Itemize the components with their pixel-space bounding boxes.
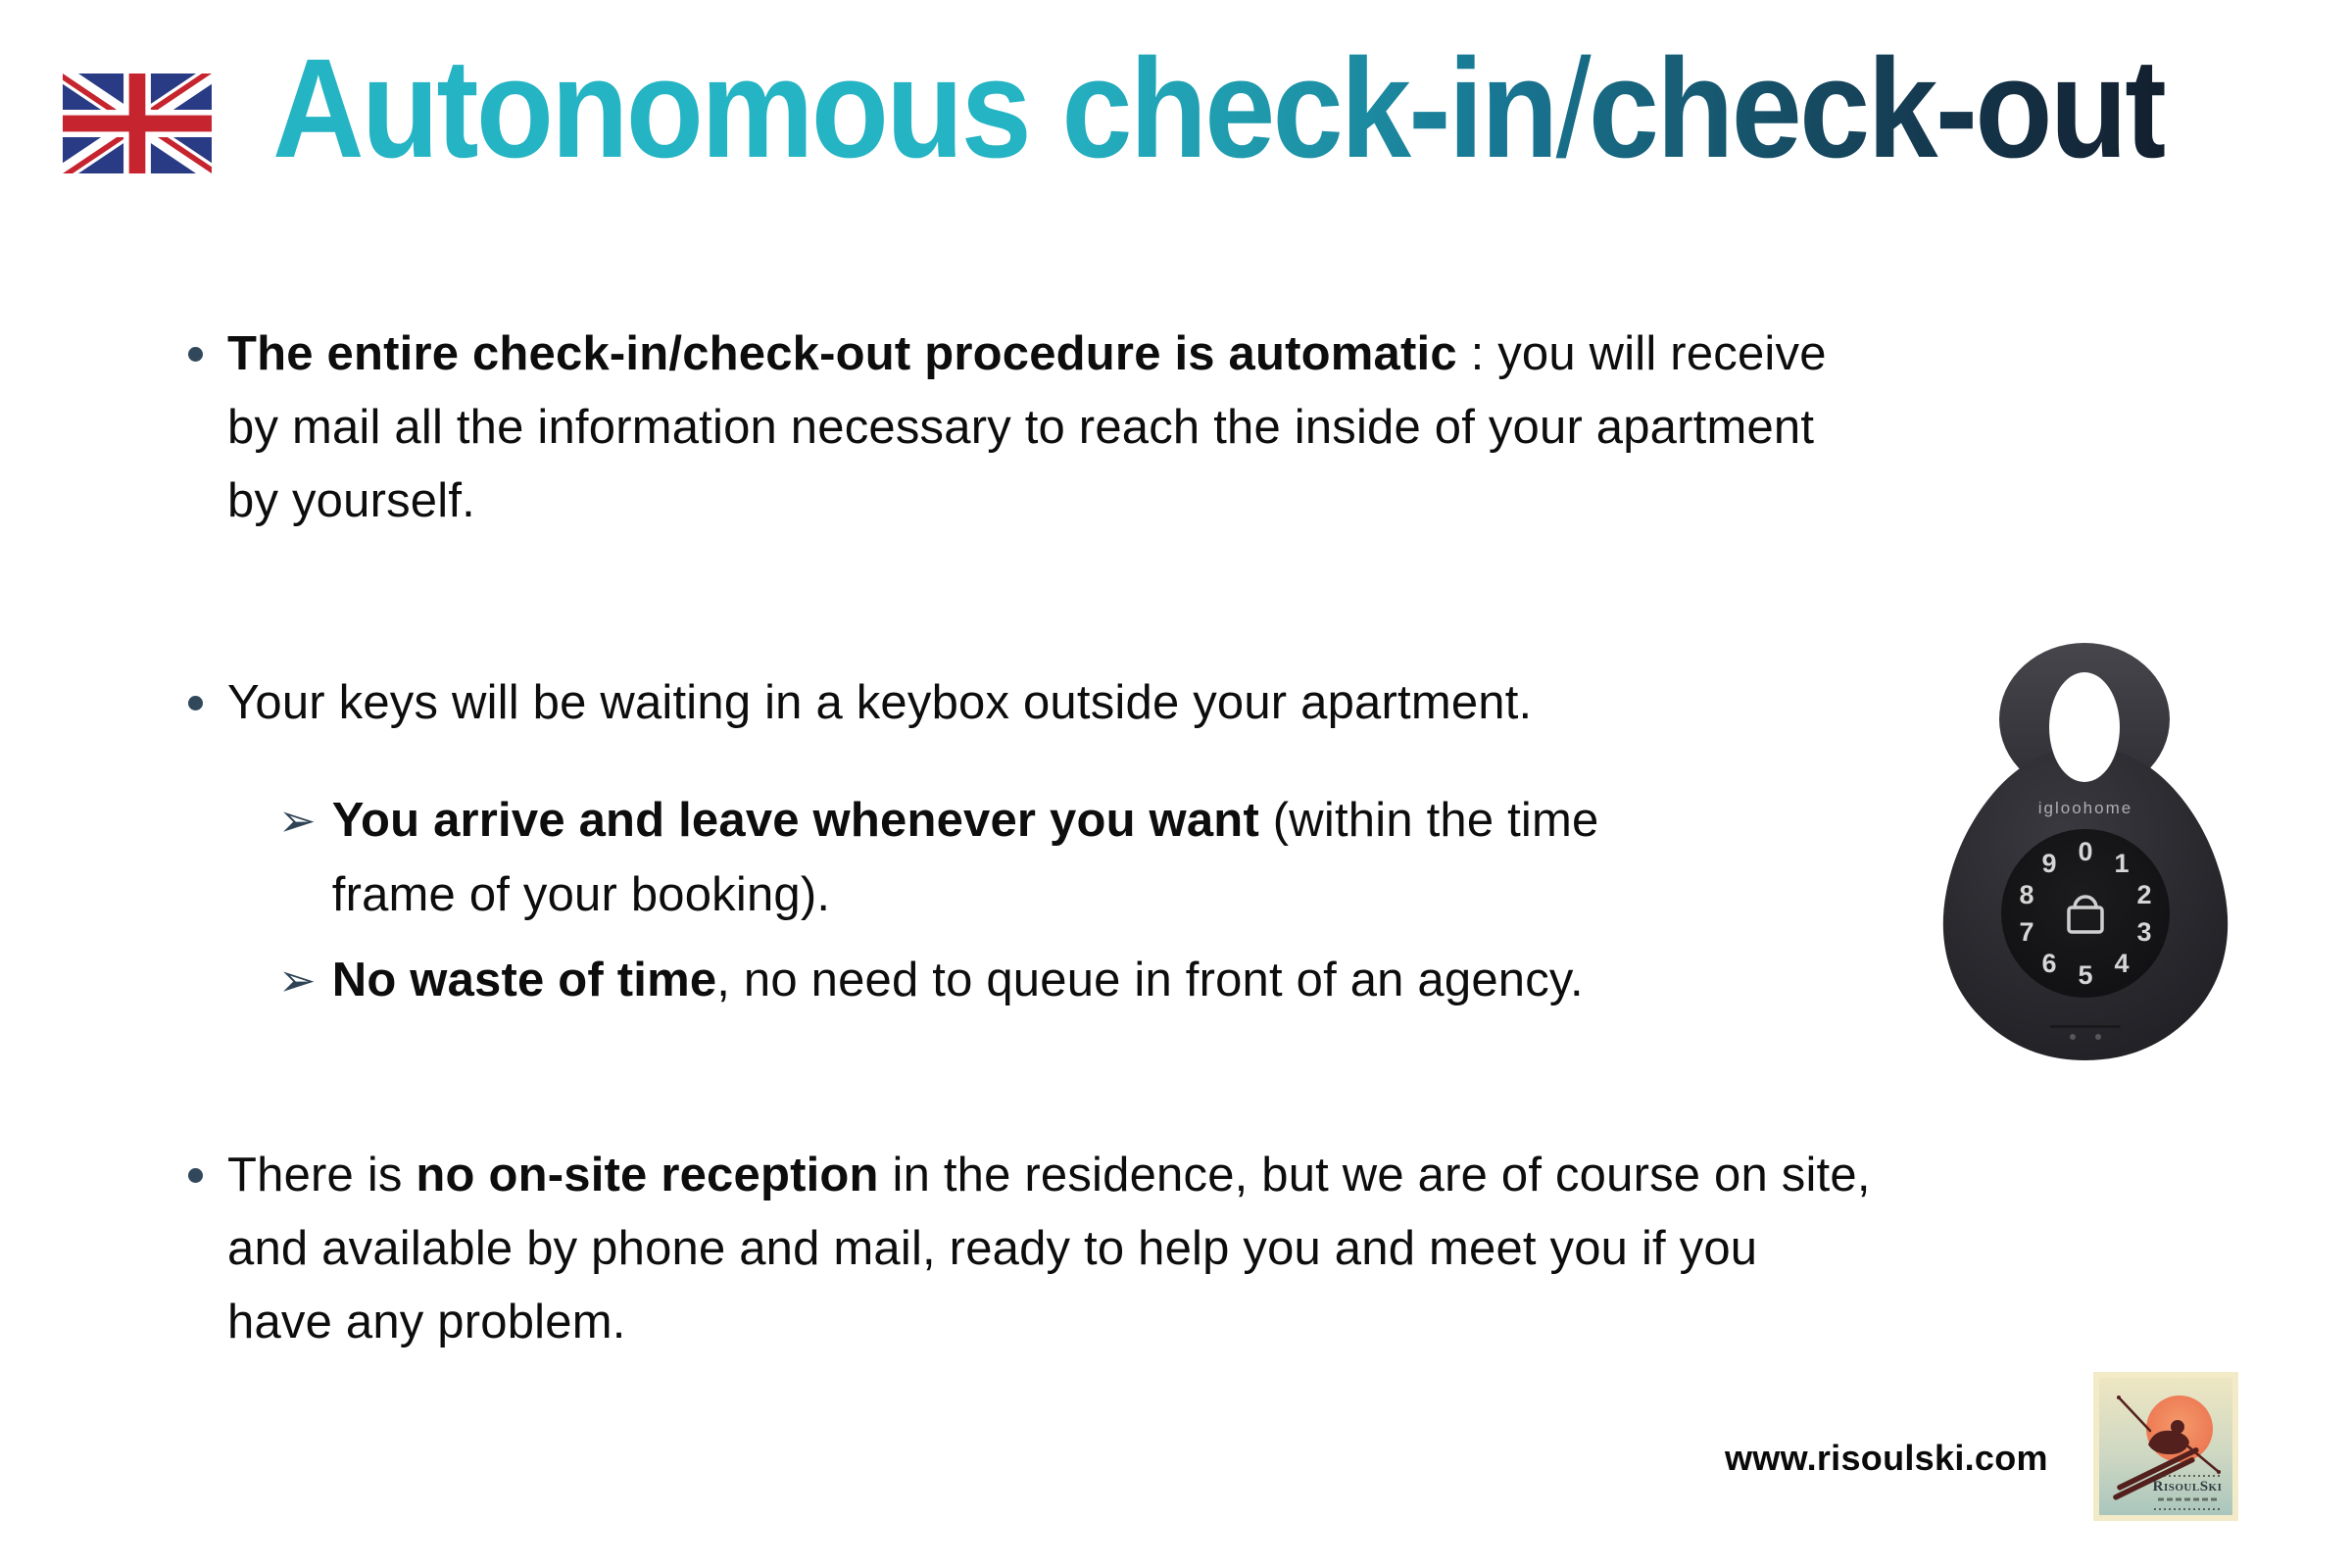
bullet-dot-icon — [188, 1168, 203, 1183]
bullet-line — [227, 465, 1827, 538]
keypad-digit: 9 — [2041, 849, 2057, 878]
bullet-line — [332, 783, 1599, 858]
bullet-line — [332, 858, 1599, 932]
keypad-digit: 1 — [2114, 849, 2130, 878]
keypad-digit: 4 — [2114, 949, 2130, 978]
keybox-port-dot — [2070, 1034, 2076, 1040]
bullet-text: Your keys will be waiting in a keybox outside your apartment. — [227, 676, 1533, 729]
keypad-digit: 8 — [2019, 880, 2034, 909]
arrowhead-icon: ➢ — [278, 794, 317, 847]
bullet-text: There is — [227, 1149, 416, 1201]
keybox-seam — [2050, 1025, 2121, 1028]
bullet-text: (within the time — [1258, 794, 1599, 847]
bullet-automatic-procedure — [188, 318, 1827, 538]
title-slash: / — [1555, 29, 1589, 187]
bullet-text: by yourself. — [227, 474, 475, 527]
sub-bullet-no-waste-of-time — [278, 943, 1584, 1017]
bullet-line — [332, 943, 1584, 1017]
title-part-1: Autonomous check-in — [272, 29, 1556, 187]
bullet-text: by mail all the information necessary to reach the inside of your apartment — [227, 401, 1815, 454]
bullet-text: and available by phone and mail, ready to help you and meet you if you — [227, 1222, 1758, 1275]
keybox-brand-label: igloohome — [2037, 799, 2133, 817]
bullet-text: in the residence, but we are of course on site, — [878, 1149, 1871, 1201]
bullet-text-bold: No waste of time — [331, 954, 717, 1006]
bullet-no-reception — [188, 1139, 1871, 1359]
bullet-line — [227, 391, 1827, 465]
keypad-digit: 2 — [2136, 880, 2152, 909]
bullet-text: frame of your booking). — [331, 868, 831, 921]
bullet-dot-icon — [188, 696, 203, 710]
keypad-digit: 6 — [2041, 949, 2057, 978]
risoulski-logo — [2093, 1372, 2238, 1521]
keybox-smart-lock-photo — [1933, 639, 2244, 1062]
bullet-line — [227, 1212, 1871, 1286]
bullet-text: have any problem. — [227, 1296, 626, 1348]
bullet-line — [227, 1286, 1871, 1359]
bullet-text-bold: The entire check-in/check-out procedure is automatic — [227, 327, 1457, 380]
bullet-text: : you will receive — [1456, 327, 1827, 380]
website-url: www.risoulski.com — [1725, 1438, 2048, 1478]
keybox-port-dot — [2095, 1034, 2101, 1040]
bullet-text: , no need to queue in front of an agency. — [716, 954, 1584, 1006]
keypad-digit: 7 — [2019, 917, 2034, 947]
title-part-2: check-out — [1588, 29, 2165, 187]
bullet-line — [227, 666, 1532, 740]
bullet-line — [227, 1139, 1871, 1212]
keybox-handle-hole — [2049, 672, 2120, 782]
keypad-digit: 3 — [2136, 917, 2152, 947]
bullet-dot-icon — [188, 347, 203, 362]
keypad-digit: 0 — [2078, 837, 2093, 866]
arrowhead-icon: ➢ — [278, 954, 317, 1006]
keypad-digit: 5 — [2078, 960, 2093, 990]
bullet-text-bold: You arrive and leave whenever you want — [331, 794, 1259, 847]
uk-flag-icon — [63, 74, 212, 173]
page-title — [272, 27, 2165, 190]
bullet-keybox — [188, 666, 1532, 740]
logo-wordmark: RisoulSki — [2152, 1479, 2223, 1494]
sub-bullet-arrive-leave — [278, 783, 1599, 932]
bullet-line — [227, 318, 1827, 391]
bullet-text-bold: no on-site reception — [416, 1149, 879, 1201]
